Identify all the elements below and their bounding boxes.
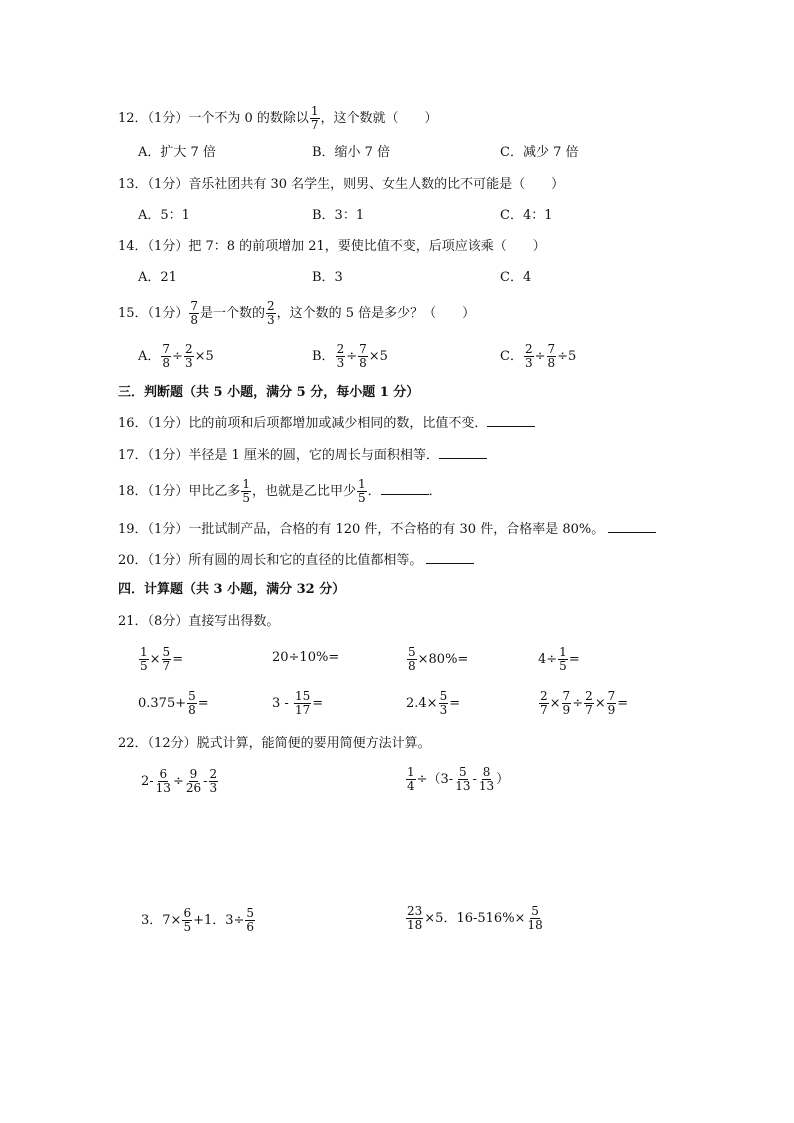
q21-expr-2: 20÷10%= [272, 650, 340, 665]
fraction: $\frac{1}{4}$ [407, 765, 415, 793]
q15-option-b[interactable]: B． $\frac{2}{3}$ ÷ $\frac{7}{8}$ ×5 [312, 342, 388, 370]
q21-expr-8: $\frac{2}{7}$ × $\frac{7}{9}$ ÷ $\frac{2}{7}$ × $\frac{7}{9}$ = [540, 689, 629, 717]
question-12 [118, 105, 438, 132]
fraction: $\frac{1}{5}$ [140, 645, 148, 673]
q15-prefix: 15．（1分） [118, 306, 189, 321]
question-21: 21．（8分）直接写出得数。 [118, 614, 280, 629]
fraction: $\frac{1}{5}$ [242, 477, 250, 505]
q17-text: 17．（1分）半径是 1 厘米的圆，它的周长与面积相等． [118, 448, 439, 463]
q18-prefix: 18．（1分）甲比乙多 [118, 484, 241, 499]
fraction: $\frac{2}{3}$ [209, 767, 218, 795]
fraction: $\frac{5}{6}$ [246, 906, 255, 934]
q13-option-c[interactable]: C．4：1 [500, 208, 553, 223]
q14-option-b[interactable]: B．3 [312, 270, 343, 285]
q22-expr-4: $\frac{23}{18}$ ×5．16-516%× $\frac{5}{18}$ [407, 904, 543, 932]
q21-expr-1: $\frac{1}{5}$ × $\frac{5}{7}$ = [140, 645, 184, 673]
fraction: $\frac{6}{13}$ [155, 767, 171, 795]
fraction: $\frac{1}{5}$ [357, 477, 366, 505]
q12-suffix: ，这个数就（ ） [320, 111, 438, 126]
fraction: $\frac{6}{5}$ [183, 906, 192, 934]
q15-mid: 是一个数的 [199, 306, 265, 321]
answer-blank[interactable] [426, 551, 474, 564]
q21-expr-3: $\frac{5}{8}$ ×80%= [408, 645, 469, 673]
fraction: $\frac{5}{3}$ [439, 689, 448, 717]
fraction: $\frac{2}{3}$ [524, 342, 533, 370]
section-4-heading: 四．计算题（共 3 小题，满分 32 分） [118, 582, 346, 597]
q18-end: ． [428, 484, 442, 499]
q21-expr-7: 2.4× $\frac{5}{3}$ = [406, 689, 461, 717]
q12-option-b[interactable]: B．缩小 7 倍 [312, 145, 391, 160]
q21-expr-4: 4÷ $\frac{1}{5}$ = [538, 645, 580, 673]
q16-text: 16．（1分）比的前项和后项都增加或减少相同的数，比值不变． [118, 416, 488, 431]
question-13: 13．（1分）音乐社团共有 30 名学生，则男、女生人数的比不可能是（ ） [118, 177, 565, 192]
answer-blank[interactable] [439, 446, 487, 459]
fraction: $\frac{5}{7}$ [162, 645, 171, 673]
q12-option-c[interactable]: C．减少 7 倍 [500, 145, 579, 160]
q15-option-a[interactable]: A． $\frac{7}{8}$ ÷ $\frac{2}{3}$ ×5 [138, 342, 214, 370]
q18-suffix: ． [367, 484, 381, 499]
fraction: $\frac{23}{18}$ [407, 904, 423, 932]
fraction: $\frac{7}{8}$ [190, 299, 198, 327]
fraction: $\frac{1}{5}$ [559, 645, 567, 673]
fraction: $\frac{7}{9}$ [607, 689, 616, 717]
fraction: $\frac{2}{7}$ [540, 689, 548, 717]
question-14: 14．（1分）把 7：8 的前项增加 21，要使比值不变，后项应该乘（ ） [118, 239, 546, 254]
q22-expr-2: $\frac{1}{4}$ ÷（3- $\frac{5}{13}$ - $\frac{8}{13}$ ） [407, 765, 510, 793]
fraction: $\frac{7}{8}$ [359, 342, 367, 370]
question-19 [118, 520, 656, 540]
q12-option-a[interactable]: A．扩大 7 倍 [138, 145, 216, 160]
fraction: $\frac{7}{9}$ [562, 689, 571, 717]
answer-blank[interactable] [381, 482, 429, 495]
q22-expr-3: 3．7× $\frac{6}{5}$ +1．3÷ $\frac{5}{6}$ [141, 906, 255, 934]
q22-expr-1: 2- $\frac{6}{13}$ ÷ $\frac{9}{26}$ - $\frac{2}{3}$ [141, 767, 218, 795]
fraction: $\frac{7}{8}$ [547, 342, 556, 370]
fraction: $\frac{8}{13}$ [478, 765, 495, 793]
fraction: $\frac{15}{17}$ [294, 689, 311, 717]
fraction: $\frac{2}{7}$ [585, 689, 593, 717]
fraction: $\frac{5}{8}$ [408, 645, 416, 673]
q15-option-c[interactable]: C． $\frac{2}{3}$ ÷ $\frac{7}{8}$ ÷5 [500, 342, 577, 370]
fraction: $\frac{5}{18}$ [527, 904, 543, 932]
q12-prefix: 12．（1分）一个不为 0 的数除以 [118, 111, 309, 126]
answer-blank[interactable] [608, 520, 656, 533]
q14-option-c[interactable]: C．4 [500, 270, 532, 285]
q18-mid: ，也就是乙比甲少 [251, 484, 356, 499]
q19-text: 19．（1分）一批试制产品，合格的有 120 件，不合格的有 30 件，合格率是 80%。 [118, 522, 605, 537]
q20-text: 20．（1分）所有圆的周长和它的直径的比值都相等。 [118, 553, 423, 568]
q13-option-a[interactable]: A．5：1 [138, 208, 190, 223]
fraction: $\frac{1}{7}$ [310, 104, 319, 132]
question-17 [118, 446, 487, 466]
fraction: $\frac{2}{3}$ [266, 299, 275, 327]
question-22: 22．（12分）脱式计算，能简便的要用简便方法计算。 [118, 736, 431, 751]
fraction: $\frac{7}{8}$ [162, 342, 171, 370]
q14-option-a[interactable]: A．21 [138, 270, 177, 285]
question-20 [118, 551, 474, 571]
answer-blank[interactable] [487, 414, 535, 427]
question-16 [118, 414, 535, 434]
q15-suffix: ，这个数的 5 倍是多少？（ ） [276, 306, 476, 321]
fraction: $\frac{5}{13}$ [455, 765, 471, 793]
question-18 [118, 478, 442, 505]
fraction: $\frac{9}{26}$ [185, 767, 202, 795]
fraction: $\frac{2}{3}$ [184, 342, 193, 370]
section-3-heading: 三．判断题（共 5 小题，满分 5 分，每小题 1 分） [118, 385, 420, 400]
q13-option-b[interactable]: B．3：1 [312, 208, 365, 223]
q21-expr-5: 0.375+ $\frac{5}{8}$ = [138, 689, 209, 717]
fraction: $\frac{5}{8}$ [188, 689, 196, 717]
q21-expr-6: 3 - $\frac{15}{17}$ = [272, 689, 324, 717]
question-15 [118, 300, 475, 327]
fraction: $\frac{2}{3}$ [336, 342, 345, 370]
